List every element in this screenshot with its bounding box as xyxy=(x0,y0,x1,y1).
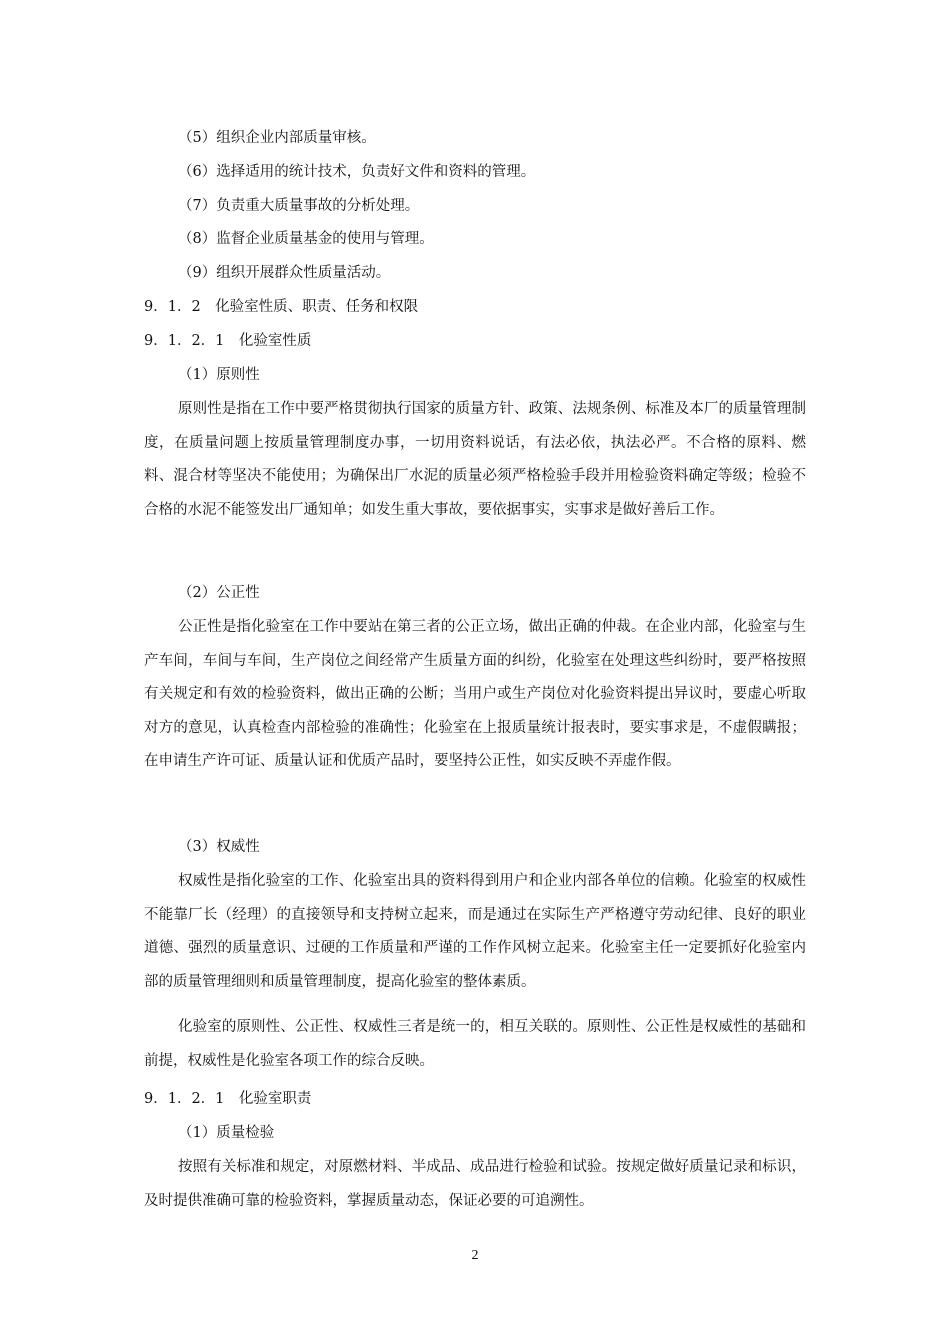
list-item: （5）组织企业内部质量审核。 xyxy=(178,130,376,146)
subsection-heading: 9．1．2．1 化验室职责 xyxy=(144,1091,312,1107)
item-heading: （1）原则性 xyxy=(178,367,260,383)
paragraph: 权威性是指化验室的工作、化验室出具的资料得到用户和企业内部各单位的信赖。化验室的权威性不能靠厂长（经理）的直接领导和支持树立起来，而是通过在实际生产严格遵守劳动纪律、良好的职业道德、强烈的质量意识、过硬的工作质量和严谨的工作作风树立起来。化验室主任一定要抓好化验室内部的质量管理细则和质量管理制度，提高化验室的整体素质。 xyxy=(144,873,806,990)
page-number: 2 xyxy=(471,1248,479,1263)
list-item: （6）选择适用的统计技术，负责好文件和资料的管理。 xyxy=(178,164,536,180)
list-item: （8）监督企业质量基金的使用与管理。 xyxy=(178,231,434,247)
paragraph: 公正性是指化验室在工作中要站在第三者的公正立场，做出正确的仲裁。在企业内部，化验室与生产车间，车间与车间，生产岗位之间经常产生质量方面的纠纷，化验室在处理这些纠纷时，要严格按照有关规定和有效的检验资料，做出正确的公断；当用户或生产岗位对化验资料提出异议时，要虚心听取对方的意见，认真检查内部检验的准确性；化验室在上报质量统计报表时，要实事求是，不虚假瞒报；在申请生产许可证、质量认证和优质产品时，要坚持公正性，如实反映不弄虚作假。 xyxy=(144,619,806,769)
list-item: （7）负责重大质量事故的分析处理。 xyxy=(178,198,420,214)
list-item: （9）组织开展群众性质量活动。 xyxy=(178,265,391,281)
paragraph: 按照有关标准和规定，对原燃材料、半成品、成品进行检验和试验。按规定做好质量记录和标识，及时提供准确可靠的检验资料，掌握质量动态，保证必要的可追溯性。 xyxy=(144,1159,806,1209)
section-heading: 9．1．2 化验室性质、职责、任务和权限 xyxy=(144,299,419,315)
subsection-heading: 9．1．2．1 化验室性质 xyxy=(144,333,312,349)
item-heading: （2）公正性 xyxy=(178,585,260,601)
paragraph: 化验室的原则性、公正性、权威性三者是统一的，相互关联的。原则性、公正性是权威性的基础和前提，权威性是化验室各项工作的综合反映。 xyxy=(144,1019,806,1069)
item-heading: （3）权威性 xyxy=(178,839,260,855)
paragraph: 原则性是指在工作中要严格贯彻执行国家的质量方针、政策、法规条例、标准及本厂的质量管理制度，在质量问题上按质量管理制度办事，一切用资料说话，有法必依，执法必严。不合格的原料、燃料、混合材等坚决不能使用；为确保出厂水泥的质量必须严格检验手段并用检验资料确定等级；检验不合格的水泥不能签发出厂通知单；如发生重大事故，要依据事实，实事求是做好善后工作。 xyxy=(144,401,806,518)
item-heading: （1）质量检验 xyxy=(178,1125,275,1141)
